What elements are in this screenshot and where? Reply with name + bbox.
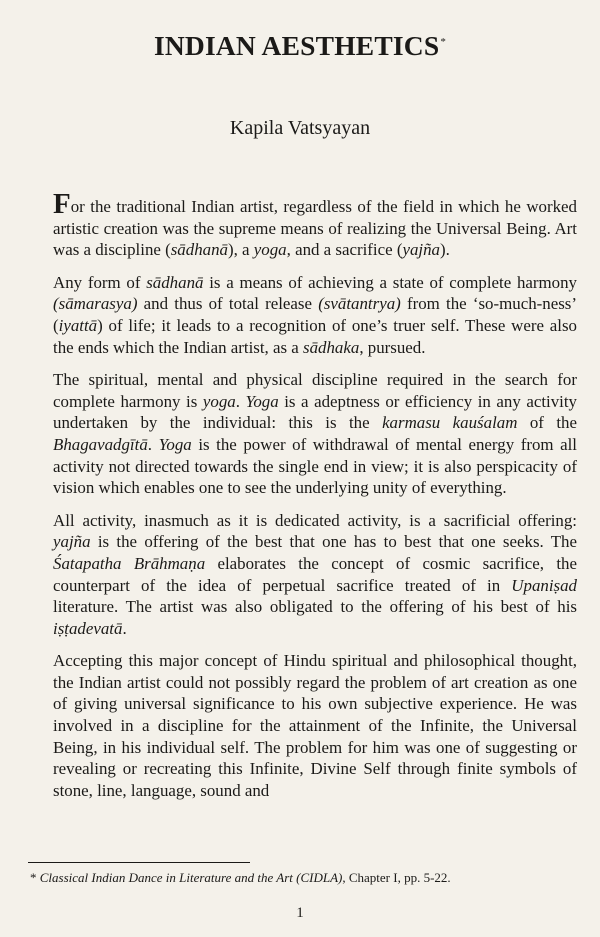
text-run: or the traditional Indian artist, regardless of the field in which he worked artistic creation was the supreme means of realizing the Universal Being. Art was a discipline (	[53, 197, 577, 260]
text-run: from the ‘so-much-ness’ (	[53, 294, 577, 335]
text-run: ) of life; it leads to a recognition of one’s truer self. These were also the ends which the Indian artist, as a	[53, 315, 577, 357]
footnote	[30, 870, 590, 886]
text-run: ), a	[227, 240, 254, 260]
text-run: elaborates the concept of cosmic sacrifice, the counterpart of the idea of perpetual sacrifice treated of in	[53, 553, 577, 595]
text-run: is a adeptness or efficiency in any activity undertaken by the individual: this is the	[53, 391, 577, 433]
footnote-source-details: , Chapter I, pp. 5-22.	[342, 870, 451, 885]
text-run: is the offering of the best that one has to best that one seeks. The	[90, 532, 577, 552]
page-number: 1	[296, 905, 304, 921]
italic-term: Yoga	[245, 391, 279, 411]
italic-term: karmasu kauśalam	[382, 413, 518, 433]
text-run: Accepting this major concept of Hindu spiritual and philosophical thought, the Indian artist could not possibly regard the problem of art creation as one of giving universal significance to his own subjective experience. He was involved in a discipline for the attainment of the Infinite, the Universal Being, in his individual self. The problem for him was one of suggesting or revealing or recreating this Infinite, Divine Self through finite symbols of stone, line, language, sound and	[53, 651, 577, 800]
italic-term: sādhanā	[146, 272, 204, 292]
italic-term: yoga	[202, 391, 236, 411]
author-name: Kapila Vatsyayan	[229, 117, 371, 139]
text-run: .	[147, 434, 159, 454]
text-run: literature. The artist was also obligated to the offering of his best of his	[53, 597, 577, 617]
paragraph	[53, 650, 577, 801]
italic-term: yajña	[402, 240, 440, 260]
italic-term: sādhaka	[303, 337, 360, 357]
text-run: .	[235, 391, 246, 411]
italic-term: (svātantrya)	[318, 294, 401, 314]
italic-term: (sāmarasya)	[53, 294, 138, 314]
footnote-mark: *	[30, 870, 37, 885]
text-run: The spiritual, mental and physical discipline required in the search for complete harmony is	[53, 370, 577, 411]
footnote-rule	[28, 862, 250, 863]
footnote-marker: *	[440, 35, 447, 48]
text-run: ).	[439, 240, 450, 260]
text-run: , pursued.	[359, 337, 426, 357]
text-run: and thus of total release	[137, 294, 319, 314]
page-title	[0, 30, 600, 62]
italic-term: iyattā	[58, 315, 98, 335]
italic-term: yajña	[53, 532, 91, 552]
text-run: , and a sacrifice (	[286, 240, 403, 260]
italic-term: yoga	[253, 240, 287, 260]
paragraph	[53, 510, 577, 640]
italic-term: Yoga	[158, 434, 192, 454]
italic-term: iṣṭadevatā	[53, 618, 123, 638]
text-run: is the power of withdrawal of mental energy from all activity not directed towards the single end in view; it is also perspicacity of vision which enables one to see the underlying unity of everything.	[53, 434, 577, 498]
text-run: Any form of	[53, 272, 147, 292]
text-run: All activity, inasmuch as it is dedicated activity, is a sacrificial offering:	[53, 510, 577, 530]
footnote-source-title: Classical Indian Dance in Literature and the Art (CIDLA)	[39, 870, 343, 885]
title-text: INDIAN AESTHETICS	[153, 30, 440, 61]
text-run: of the	[517, 413, 577, 433]
drop-cap: F	[53, 188, 71, 220]
text-run: .	[122, 618, 127, 638]
text-run: is a means of achieving a state of complete harmony	[203, 272, 577, 292]
italic-term: Śatapatha Brāhmaṇa	[53, 553, 206, 573]
italic-term: Upaniṣad	[511, 575, 577, 595]
italic-term: Bhagavadgītā	[53, 434, 148, 454]
paragraph	[53, 188, 577, 261]
article-body	[53, 188, 577, 812]
paragraph	[53, 272, 577, 358]
paragraph	[53, 369, 577, 499]
italic-term: sādhanā	[170, 240, 228, 260]
